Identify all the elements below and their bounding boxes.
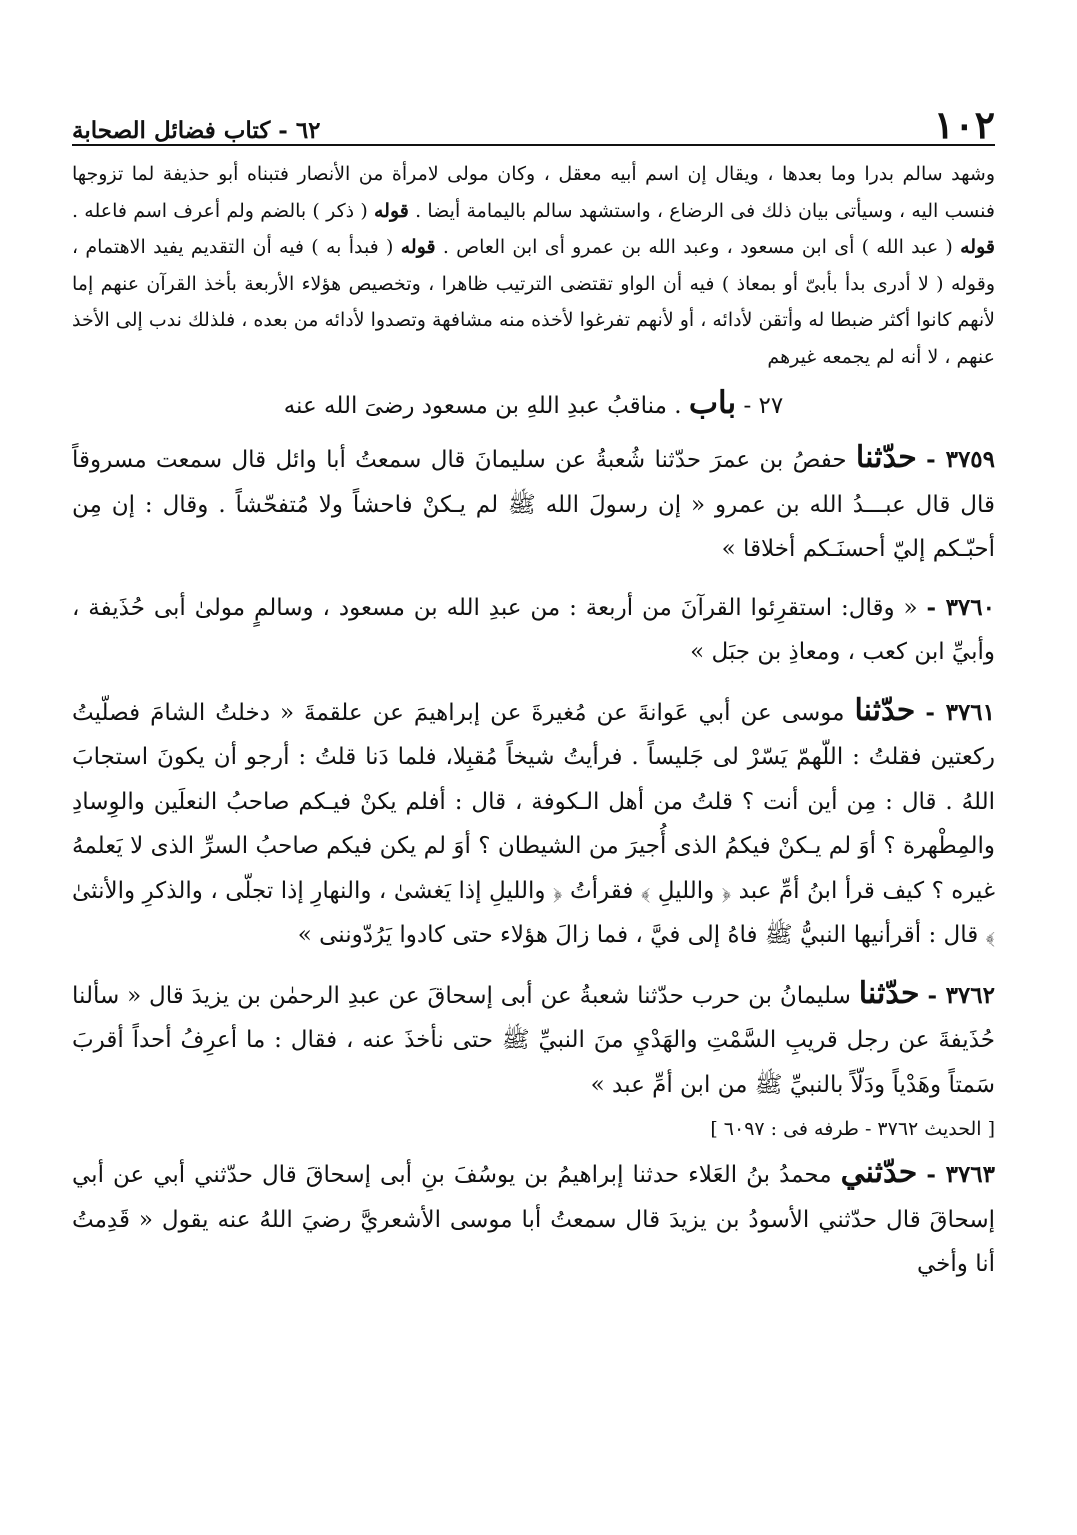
- hadith-crossref: [ الحديث ٣٧٦٢ - طرفه فى : ٦٠٩٧ ]: [710, 1118, 995, 1140]
- commentary-keyword: قوله: [400, 236, 436, 258]
- hadith-text: حفصُ بن عمرَ حدّثنا شُعبةُ عن سليمانَ قال سمعتُ أبا وائل قال سمعت مسروقاً قال قال عبـــدُ الله بن عمرو « إن رسولَ الله ﷺ لم يـكنْ فاحشاً ولا مُتفحّشاً . وقال : إن مِن أحبّـكم إليّ أحسنَـكم أخلاقا »: [72, 447, 995, 562]
- hadith-opening: حدّثنا: [858, 975, 920, 1011]
- chapter-bab-word: باب: [688, 385, 737, 421]
- hadith-3762: [72, 972, 995, 1108]
- hadith-3763: [72, 1151, 995, 1287]
- hadith-number: ٣٧٦٢ -: [927, 981, 995, 1009]
- hadith-opening: حدّثني: [840, 1155, 918, 1190]
- hadith-number: ٣٧٦٣ -: [926, 1161, 996, 1188]
- chapter-number: ٢٧ -: [743, 393, 784, 419]
- hadith-number: ٣٧٥٩ -: [926, 446, 996, 473]
- commentary-keyword: قوله: [373, 199, 409, 222]
- running-title: ٦٢ - كتاب فضائل الصحابة: [72, 117, 321, 144]
- hadith-3759: [72, 436, 995, 572]
- commentary-keyword: قوله: [960, 236, 995, 258]
- commentary-paragraph: [72, 156, 995, 375]
- hadith-text: سليمانُ بن حرب حدّثنا شعبةُ عن أبى إسحاقَ عن عبدِ الرحمٰن بن يزيدَ قال « سألنا حُذَيفةَ عن رجل قريبِ السَّمْتِ والهَدْيِ منَ النبيِّ ﷺ حتى نأخذَ عنه ، فقال : ما أعرِفُ أحداً أقربَ سَمتاً وهَدْياً ودَلّاً بالنبيِّ ﷺ من ابن أمِّ عبد »: [72, 982, 995, 1098]
- hadith-3760: [72, 586, 995, 675]
- commentary-text: وشهد سالم بدرا وما بعدها ، ويقال إن اسم أبيه معقل ، وكان مولى لامرأة من الأنصار فتبناه أبو حذيفة لما تزوجها فنسب اليه ، وسيأتى بيان ذلك فى الرضاع ، واستشهد سالم باليمامة أيضا .: [72, 163, 995, 222]
- hadith-text: « وقال: استقرِئوا القرآنَ من أربعة : من عبدِ الله بن مسعود ، وسالمٍ مولىٰ أبى حُذَيفة ، وأبيِّ ابن كعب ، ومعاذِ بن جبَل »: [72, 594, 995, 665]
- hadith-number: ٣٧٦٠ -: [926, 593, 995, 621]
- hadith-number: ٣٧٦١ -: [925, 698, 996, 726]
- hadith-text: موسى عن أبي عَوانةَ عن مُغيرةَ عن إبراهيمَ عن علقمةَ « دخلتُ الشامَ فصلّيتُ ركعتين فقلتُ : اللّهمّ يَسّرْ لى جَليساً . فرأيتُ شيخاً مُقبِلا، فلما دَنا قلتُ : أرجو أن يكونَ استجابَ اللهُ . قال : مِن أين أنت ؟ قلتُ من أهل الـكوفة ، قال : أفلم يكنْ فيـكم صاحبُ النعلَين والوِسادِ والمِطْهرة ؟ أوَ لم يـكنْ فيكمُ الذى أُجيرَ من الشيطان ؟ أوَ لم يكن فيكم صاحبُ السرِّ الذى لا يَعلمهُ غيره ؟ كيف قرأ ابنُ أمِّ عبد ﴿ والليلِ ﴾ فقرأتُ ﴿ والليلِ إذا يَغشىٰ ، والنهارِ إذا تجلّى ، والذكرِ والأنثىٰ ﴾ قال : أقرأنيها النبيُّ ﷺ فاهُ إلى فيَّ ، فما زالَ هؤلاء حتى كادوا يَرُدّوننى »: [72, 699, 995, 948]
- chapter-heading: [72, 383, 995, 426]
- commentary-text: ( فبدأ به ) فيه أن التقديم يفيد الاهتمام ، وقوله ( لا أدرى بدأ بأبىّ أو بمعاذ ) فيه أن الواو تقتضى الترتيب ظاهرا ، وتخصيص هؤلاء الأربعة بأخذ القرآن عنهم إما لأنهم كانوا أكثر ضبطا له وأتقن لأدائه ، أو لأنهم تفرغوا لأخذه منه مشافهة وتصدوا لأدائه من بعده ، فلذلك ندب إلى الأخذ عنهم ، لا أنه لم يجمعه غيرهم: [72, 236, 995, 368]
- hadith-opening: حدّثنا: [854, 692, 916, 728]
- hadith-text: محمدُ بنُ العَلاء حدثنا إبراهيمُ بن يوسُفَ بنِ أبى إسحاقَ قال حدّثني أبي عن أبي إسحاقَ قال حدّثني الأسودُ بن يزيدَ قال سمعتُ أبا موسى الأشعريَّ رضيَ اللهُ عنه يقول « قَدِمتُ أنا وأخي: [72, 1162, 995, 1277]
- commentary-text: ( ذكر ) بالضم ولم أعرف اسم فاعله .: [72, 199, 368, 222]
- page-number: ١٠٢: [933, 102, 995, 147]
- commentary-text: ( عبد الله ) أى ابن مسعود ، وعبد الله بن عمرو أى ابن العاص .: [442, 236, 953, 258]
- hadith-opening: حدّثنا: [855, 440, 917, 475]
- chapter-title: . مناقبُ عبدِ اللهِ بن مسعود رضىَ الله عنه: [283, 393, 682, 419]
- hadith-3761: [72, 689, 995, 958]
- page-header: [72, 92, 995, 146]
